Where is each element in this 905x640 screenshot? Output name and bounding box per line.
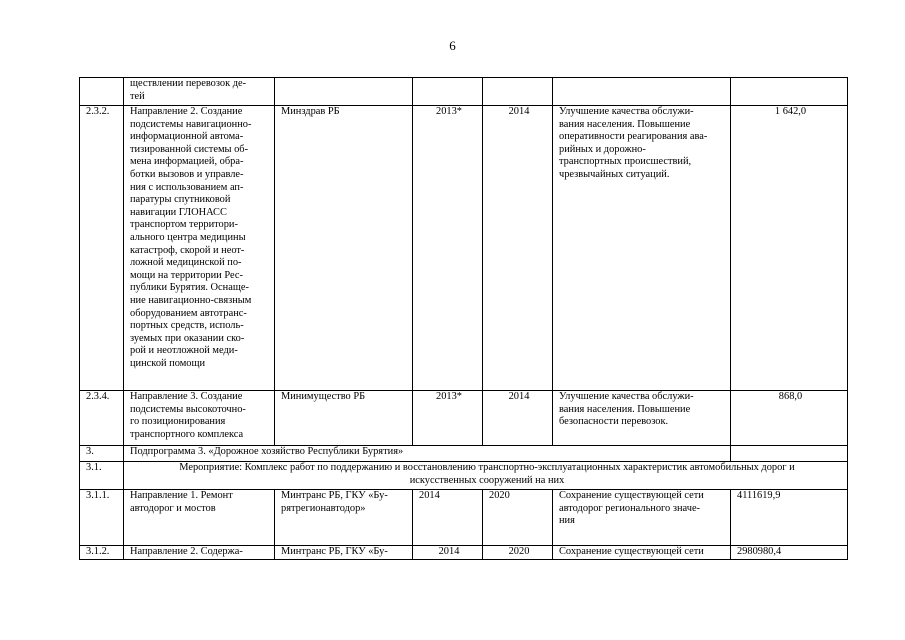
cell-executor bbox=[275, 78, 413, 106]
cell-start: 2013* bbox=[413, 106, 483, 391]
cell-result bbox=[553, 78, 731, 106]
cell-end: 2014 bbox=[483, 391, 553, 446]
cell-sum bbox=[731, 78, 848, 106]
cell-executor: Минздрав РБ bbox=[275, 106, 413, 391]
cell-sum: 1 642,0 bbox=[731, 106, 848, 391]
cell-executor: Минтранс РБ, ГКУ «Бу- рятрегионавтодор» bbox=[275, 490, 413, 546]
cell-start: 2014 bbox=[413, 546, 483, 560]
table-row bbox=[80, 490, 848, 546]
cell-end: 2020 bbox=[483, 490, 553, 546]
cell-result: Улучшение качества обслужи- вания населения. Повышение оперативности реагирования ава- рийных и дорожно- транспортных происшествий, чрезвычайных ситуаций. bbox=[553, 106, 731, 391]
cell-result: Сохранение существующей сети bbox=[553, 546, 731, 560]
cell-result: Сохранение существующей сети автодорог регионального значе- ния bbox=[553, 490, 731, 546]
cell-name: ществлении перевозок де- тей bbox=[124, 78, 275, 106]
subprogram-row bbox=[80, 446, 848, 462]
event-title: Мероприятие: Комплекс работ по поддержанию и восстановлению транспортно-эксплуатационных характеристик автомобильных дорог и искусственных сооружений на них bbox=[124, 462, 848, 490]
table-row bbox=[80, 106, 848, 391]
cell-start: 2014 bbox=[413, 490, 483, 546]
cell-start: 2013* bbox=[413, 391, 483, 446]
table-row bbox=[80, 78, 848, 106]
cell-name: Направление 1. Ремонт автодорог и мостов bbox=[124, 490, 275, 546]
cell-sum: 2980980,4 bbox=[731, 546, 848, 560]
cell-name: Направление 2. Содержа- bbox=[124, 546, 275, 560]
cell-number: 2.3.2. bbox=[80, 106, 124, 391]
cell-number bbox=[80, 78, 124, 106]
cell-result: Улучшение качества обслужи- вания населения. Повышение безопасности перевозок. bbox=[553, 391, 731, 446]
cell-start bbox=[413, 78, 483, 106]
cell-executor: Минимущество РБ bbox=[275, 391, 413, 446]
cell-end: 2014 bbox=[483, 106, 553, 391]
page-number: 6 bbox=[449, 38, 456, 53]
cell-sum: 868,0 bbox=[731, 391, 848, 446]
program-table bbox=[79, 77, 848, 560]
cell-number: 3.1.1. bbox=[80, 490, 124, 546]
table-row bbox=[80, 391, 848, 446]
cell-name: Направление 3. Создание подсистемы высокоточно- го позиционирования транспортного комплекса bbox=[124, 391, 275, 446]
cell-executor: Минтранс РБ, ГКУ «Бу- bbox=[275, 546, 413, 560]
cell-name: Направление 2. Создание подсистемы навигационно- информационной автома- тизированной системы об- мена информацией, обра- ботки вызовов и управле- ния с использованием ап- паратуры спутниковой навигации ГЛОНАСС транспортом территори- ального центра медицины катастроф, скорой и неот- ложной медицинской по- мощи на территории Рес- публики Бурятия. Оснаще- ние навигационно-связным оборудованием автотранс- портных средств, исполь- зуемых при оказании ско- рой и неотложной меди- цинской помощи bbox=[124, 106, 275, 391]
cell-sum: 4111619,9 bbox=[731, 490, 848, 546]
cell-end bbox=[483, 78, 553, 106]
event-row bbox=[80, 462, 848, 490]
cell-sum bbox=[731, 446, 848, 462]
cell-number: 3.1.2. bbox=[80, 546, 124, 560]
cell-end: 2020 bbox=[483, 546, 553, 560]
cell-number: 2.3.4. bbox=[80, 391, 124, 446]
subprogram-title: Подпрограмма 3. «Дорожное хозяйство Республики Бурятия» bbox=[124, 446, 731, 462]
table-row bbox=[80, 546, 848, 560]
cell-number: 3. bbox=[80, 446, 124, 462]
cell-number: 3.1. bbox=[80, 462, 124, 490]
